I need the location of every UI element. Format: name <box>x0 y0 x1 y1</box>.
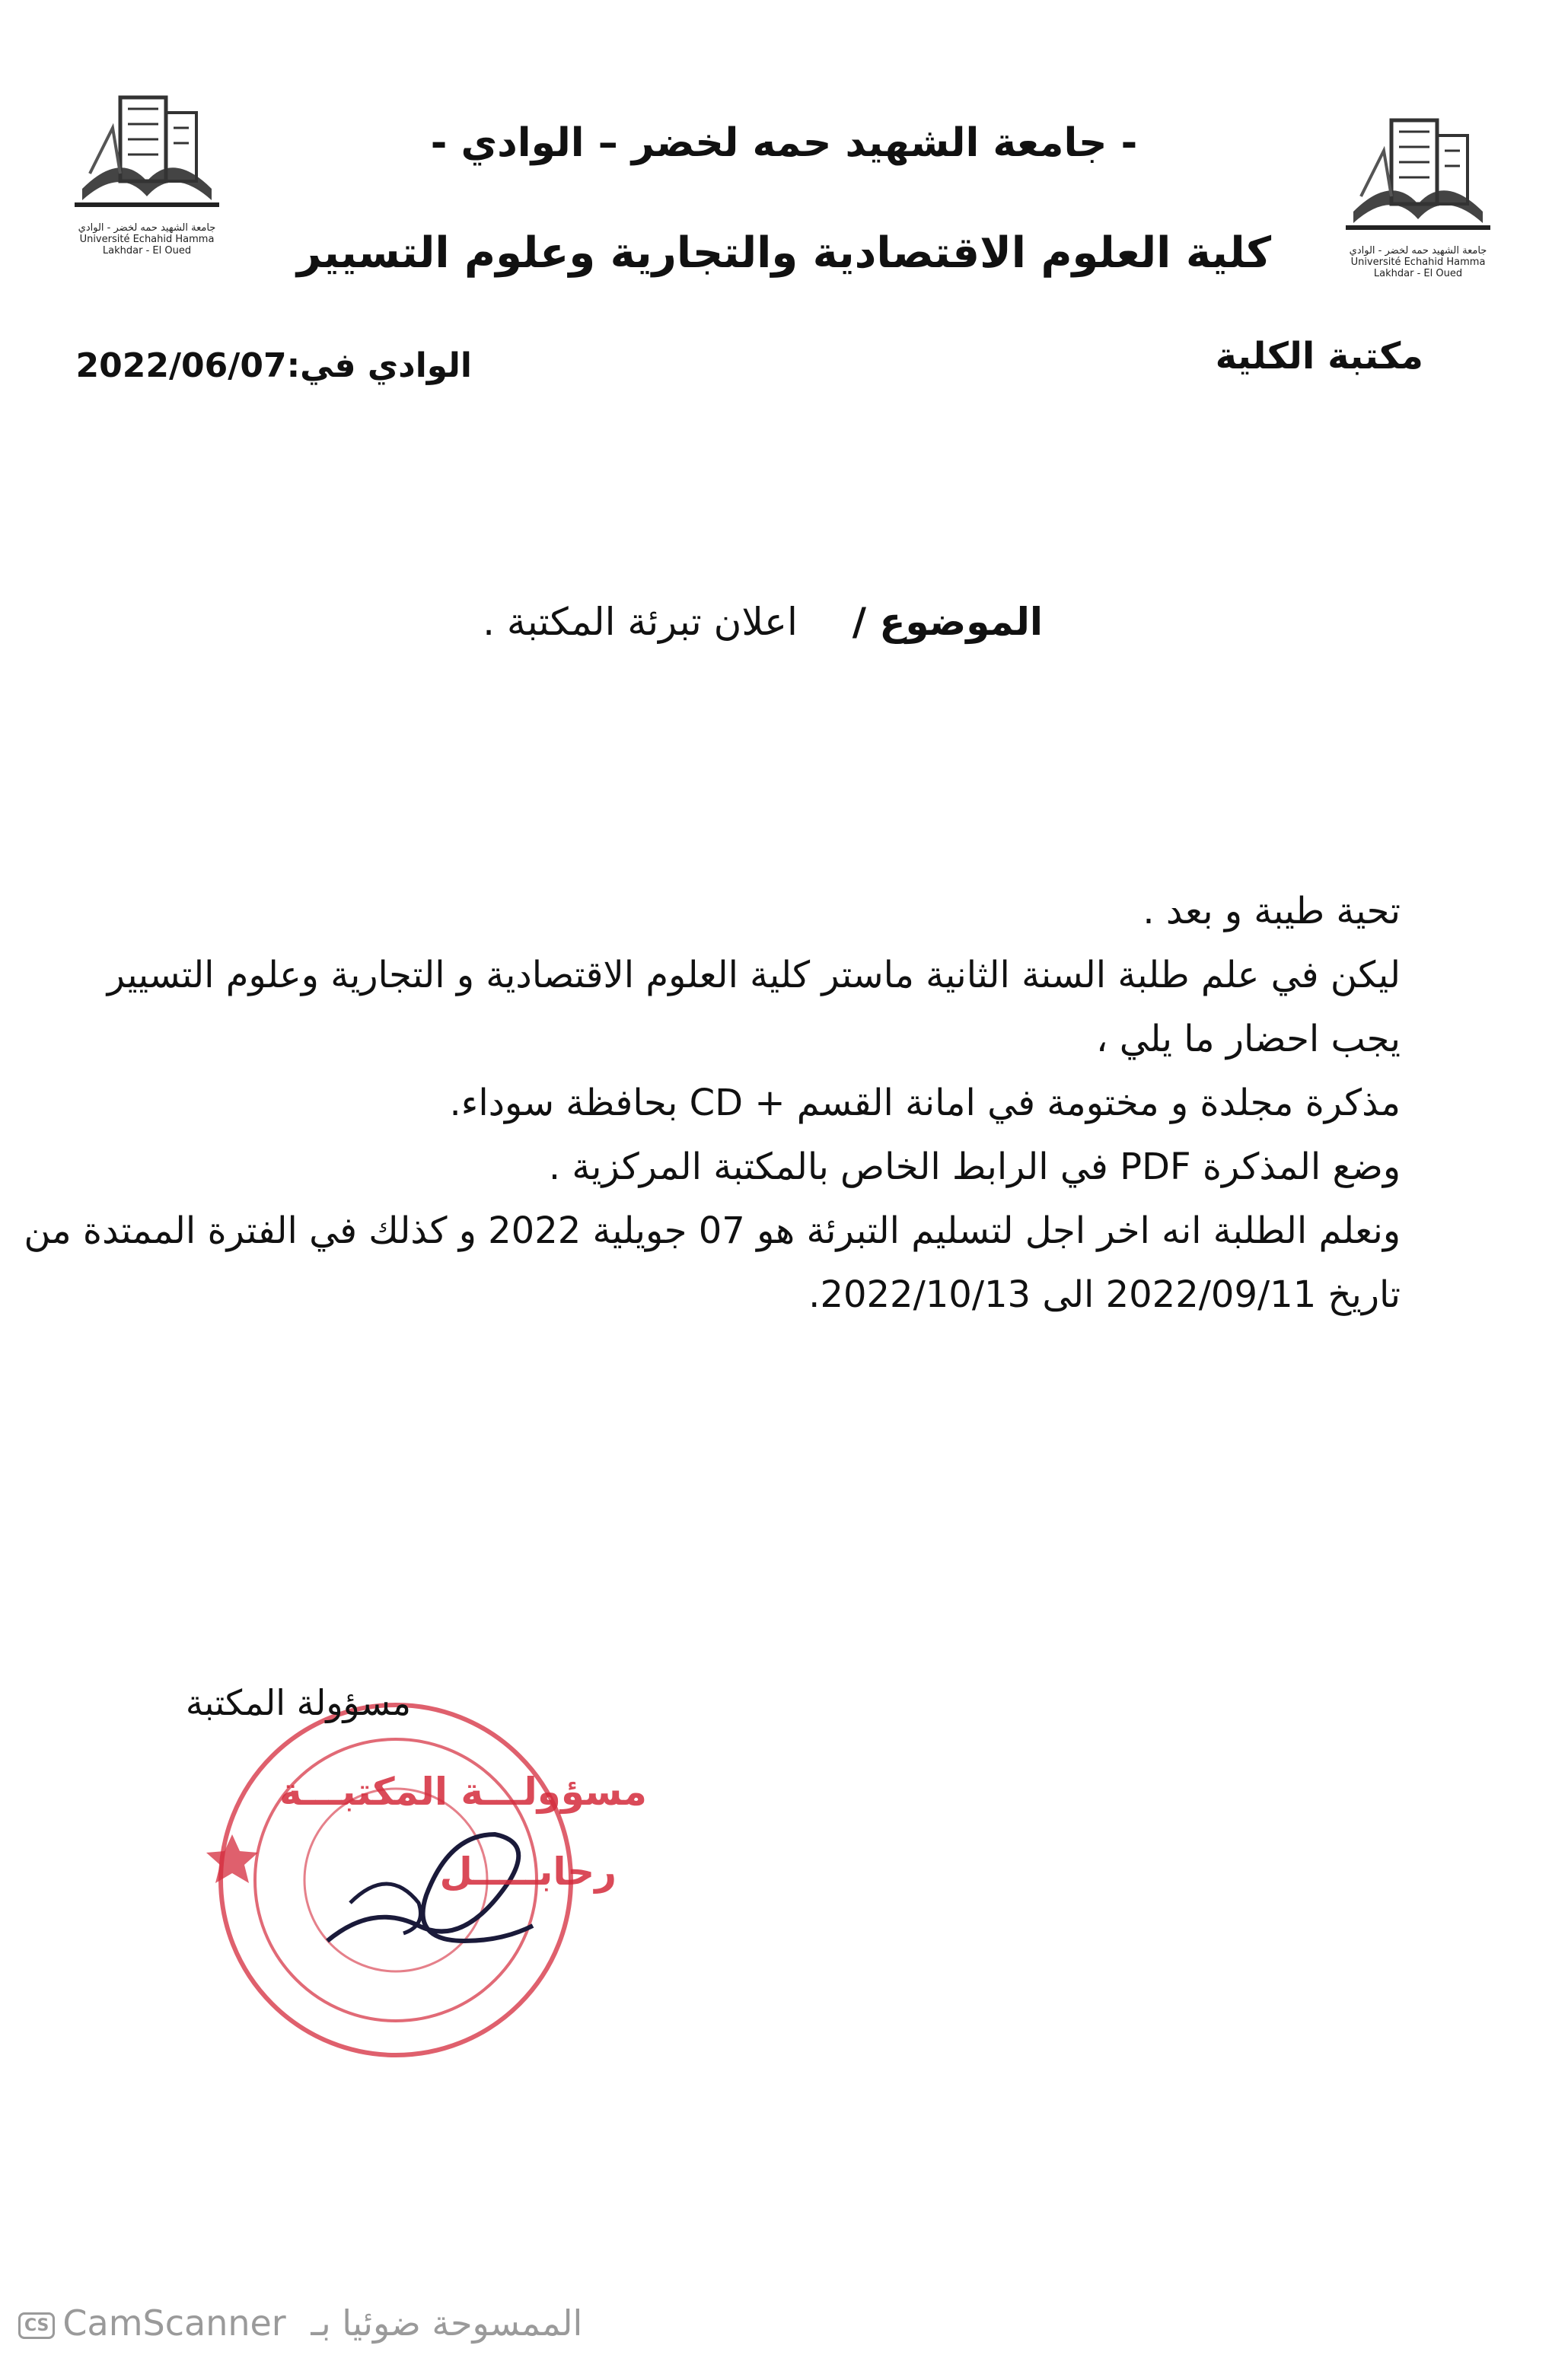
university-building-logo <box>67 67 227 219</box>
place-date <box>75 346 472 385</box>
subject-label: الموضوع / <box>852 600 1043 644</box>
stamp-text-title: مسؤولـــة المكتبـــة <box>279 1770 647 1814</box>
university-name: - جامعة الشهيد حمه لخضر – الوادي - <box>430 120 1138 166</box>
body-line: يجب احضار ما يلي ، <box>1095 1018 1401 1060</box>
scanner-footer <box>18 2302 582 2344</box>
logo-caption-ar: جامعة الشهيد حمه لخضر - الوادي <box>78 222 216 234</box>
university-logo-right <box>1338 90 1498 279</box>
university-logo-left <box>67 67 227 257</box>
scanner-arabic: الممسوحة ضوئيا بـ <box>311 2302 583 2344</box>
letter-date: 2022/06/07 <box>75 346 287 385</box>
place-date-label: الوادي في: <box>286 346 472 385</box>
stamp-text-name: رحابـــــل <box>439 1850 617 1894</box>
body-line: مذكرة مجلدة و مختومة في امانة القسم + CD بحافظة سوداء. <box>449 1082 1401 1124</box>
subject-line <box>381 600 1043 644</box>
body-line: تاريخ 2022/09/11 الى 2022/10/13. <box>808 1273 1401 1316</box>
subject-text: اعلان تبرئة المكتبة . <box>483 600 798 644</box>
camscanner-icon: CS <box>18 2312 55 2339</box>
logo-caption-en: Université Echahid Hamma Lakhdar - El Oued <box>79 234 215 257</box>
body-line: وضع المذكرة PDF في الرابط الخاص بالمكتبة المركزية . <box>548 1146 1401 1188</box>
signature-title: مسؤولة المكتبة <box>185 1682 411 1723</box>
university-building-logo <box>1338 90 1498 242</box>
body-line: ونعلم الطلبة انه اخر اجل لتسليم التبرئة هو 07 جويلية 2022 و كذلك في الفترة الممتدة من <box>24 1209 1401 1252</box>
body-line: تحية طيبة و بعد . <box>1143 890 1401 932</box>
faculty-name: كلية العلوم الاقتصادية والتجارية وعلوم التسيير <box>296 228 1272 278</box>
logo-caption-en: Université Echahid Hamma Lakhdar - El Oued <box>1350 257 1486 279</box>
scanner-brand: CamScanner <box>62 2302 286 2344</box>
logo-caption-ar: جامعة الشهيد حمه لخضر - الوادي <box>1349 245 1487 257</box>
letter-body <box>24 879 1401 1327</box>
department-label: مكتبة الكلية <box>1215 335 1423 378</box>
body-line: ليكن في علم طلبة السنة الثانية ماستر كلية العلوم الاقتصادية و التجارية وعلوم التسيير <box>107 954 1401 996</box>
